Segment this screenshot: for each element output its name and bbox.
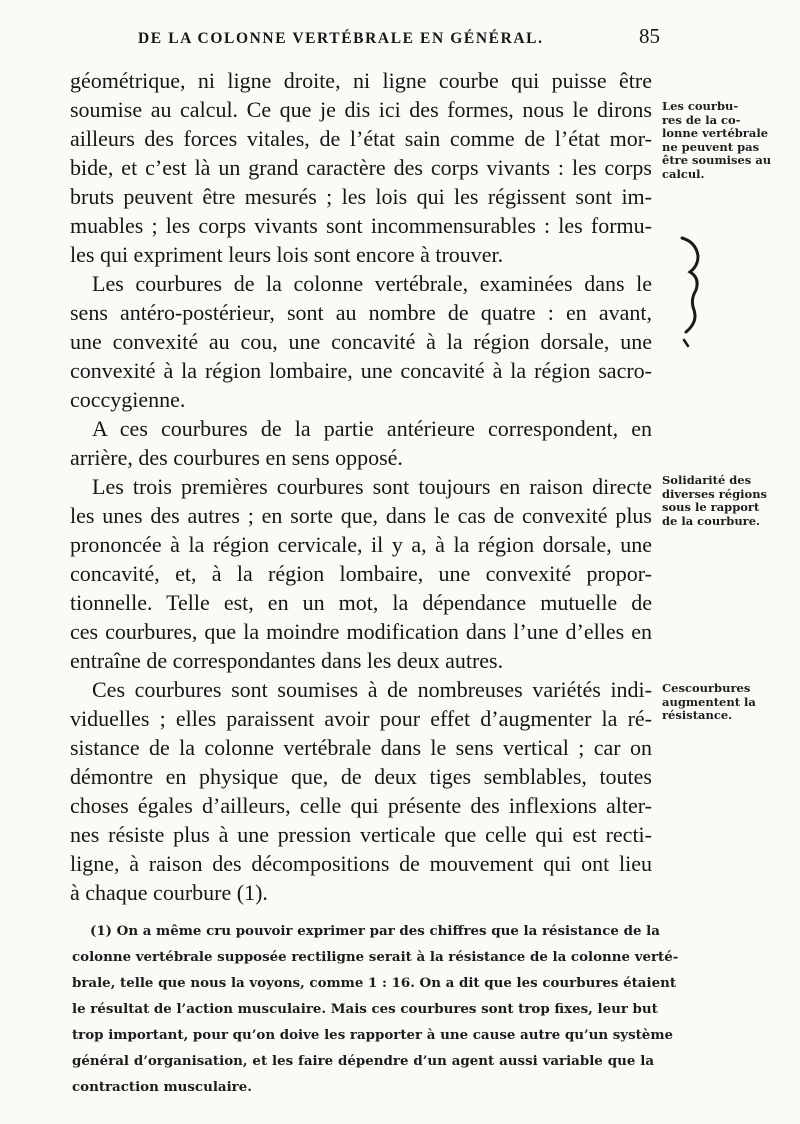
margin-note-curvatures-incalculable <box>662 100 772 181</box>
margin-note-line: Les courbu- <box>662 99 739 113</box>
text-line: arrière, des courbures en sens opposé. <box>70 445 403 470</box>
text-line: ligne, à raison des décompositions de mouvement qui ont lieu <box>70 851 652 876</box>
margin-note-line: Cescourbures <box>662 681 751 695</box>
text-line: coccygienne. <box>70 387 186 412</box>
footnote-line: brale, telle que nous la voyons, comme 1 : 16. On a dit que les courbures étaient <box>72 975 677 991</box>
footnote-line: trop important, pour qu’on doive les rapporter à une cause autre qu’un système <box>72 1027 674 1043</box>
footnote-line: le résultat de l’action musculaire. Mais ces courbures sont trop fixes, leur but <box>72 1001 658 1017</box>
text-line: convexité à la région lombaire, une concavité à la région sacro- <box>70 358 652 383</box>
text-line: les qui expriment leurs lois sont encore à trouver. <box>70 242 504 267</box>
text-line: choses égales d’ailleurs, celle qui présente des inflexions alter- <box>70 793 652 818</box>
text-line: ailleurs des forces vitales, de l’état sain comme de l’état mor- <box>70 126 652 151</box>
text-line: concavité, et, à la région lombaire, une convexité propor- <box>70 561 652 586</box>
page-number: 85 <box>639 24 660 48</box>
text-line: Les trois premières courbures sont toujours en raison directe <box>92 474 652 499</box>
margin-note-line: sous le rapport <box>662 500 760 514</box>
text-line: entraîne de correspondantes dans les deux autres. <box>70 648 504 673</box>
text-line: tionnelle. Telle est, en un mot, la dépendance mutuelle de <box>70 590 652 615</box>
text-line: sistance de la colonne vertébrale dans le sens vertical ; car on <box>70 735 652 760</box>
main-text <box>70 66 652 907</box>
margin-note-line: Solidarité des <box>662 473 752 487</box>
footnote-line: contraction musculaire. <box>72 1079 252 1095</box>
text-line: les unes des autres ; en sorte que, dans le cas de convexité plus <box>70 503 652 528</box>
text-line: viduelles ; elles paraissent avoir pour effet d’augmenter la ré- <box>70 706 652 731</box>
footnote-line: colonne vertébrale supposée rectiligne serait à la résistance de la colonne verté- <box>72 949 679 965</box>
text-line: démontre en physique que, de deux tiges semblables, toutes <box>70 764 652 789</box>
margin-note-line: calcul. <box>662 166 705 181</box>
footnote <box>72 918 679 1100</box>
margin-note-line: lonne vertébrale <box>662 126 769 140</box>
margin-note-line: de la courbure. <box>662 513 761 528</box>
footnote-line: (1) On a même cru pouvoir exprimer par des chiffres que la résistance de la <box>90 923 660 939</box>
curly-brace-mark-icon <box>676 232 710 352</box>
running-title: DE LA COLONNE VERTÉBRALE EN GÉNÉRAL. <box>138 30 544 47</box>
text-line: Les courbures de la colonne vertébrale, examinées dans le <box>92 271 652 296</box>
text-line: à chaque courbure (1). <box>70 880 268 905</box>
margin-note-line: ne peuvent pas <box>662 139 760 154</box>
margin-note-line: résistance. <box>662 708 733 722</box>
margin-note-line: être soumises au <box>662 153 772 167</box>
text-line: sens antéro-postérieur, sont au nombre de quatre : en avant, <box>70 300 652 325</box>
margin-note-line: diverses régions <box>662 486 768 501</box>
text-line: nes résiste plus à une pression verticale que celle qui est recti- <box>70 822 652 847</box>
text-line: géométrique, ni ligne droite, ni ligne courbe qui puisse être <box>70 68 652 93</box>
text-line: soumise au calcul. Ce que je dis ici des formes, nous le dirons <box>70 97 652 122</box>
margin-note-solidarity <box>662 474 772 528</box>
text-line: une convexité au cou, une concavité à la région dorsale, une <box>70 329 652 354</box>
text-line: muables ; les corps vivants sont incommensurables : les formu- <box>70 213 652 238</box>
footnote-line: général d’organisation, et les faire dépendre d’un agent aussi variable que la <box>72 1053 654 1069</box>
text-line: A ces courbures de la partie antérieure correspondent, en <box>92 416 652 441</box>
text-line: prononcée à la région cervicale, il y a, à la région dorsale, une <box>70 532 652 557</box>
margin-note-line: res de la co- <box>662 112 741 127</box>
text-line: bruts peuvent être mesurés ; les lois qui les régissent sont im- <box>70 184 652 209</box>
text-line: Ces courbures sont soumises à de nombreuses variétés indi- <box>92 677 652 702</box>
margin-note-resistance <box>662 682 772 723</box>
text-line: ces courbures, que la moindre modification dans l’une d’elles en <box>70 619 652 644</box>
text-line: bide, et c’est là un grand caractère des corps vivants : les corps <box>70 155 652 180</box>
margin-note-line: augmentent la <box>662 694 756 709</box>
